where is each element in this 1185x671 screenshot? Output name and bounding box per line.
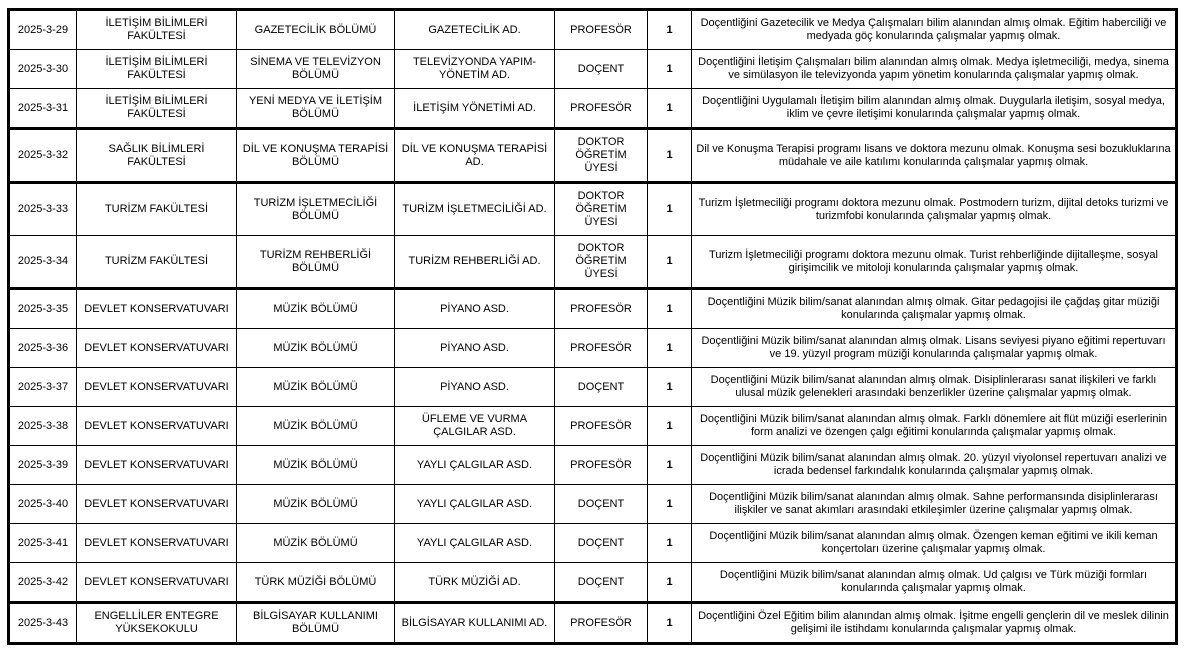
cell-code: 2025-3-43 — [9, 603, 77, 644]
cell-code: 2025-3-41 — [9, 524, 77, 563]
faculty-positions-table — [7, 8, 1178, 645]
table-row — [9, 368, 1177, 407]
table-row — [9, 10, 1177, 50]
table-row — [9, 446, 1177, 485]
table-row — [9, 183, 1177, 236]
cell-program: YAYLI ÇALGILAR ASD. — [395, 446, 555, 485]
cell-program: YAYLI ÇALGILAR ASD. — [395, 485, 555, 524]
cell-faculty: DEVLET KONSERVATUVARI — [77, 368, 237, 407]
cell-count: 1 — [648, 10, 692, 50]
cell-faculty: SAĞLIK BİLİMLERİ FAKÜLTESİ — [77, 129, 237, 183]
table-row — [9, 407, 1177, 446]
cell-faculty: DEVLET KONSERVATUVARI — [77, 329, 237, 368]
table-row — [9, 603, 1177, 644]
cell-department: YENİ MEDYA VE İLETİŞİM BÖLÜMÜ — [237, 89, 395, 129]
cell-code: 2025-3-29 — [9, 10, 77, 50]
cell-department: MÜZİK BÖLÜMÜ — [237, 407, 395, 446]
table-row — [9, 236, 1177, 289]
table-row — [9, 524, 1177, 563]
cell-title: PROFESÖR — [555, 446, 648, 485]
cell-description: Doçentliğini İletişim Çalışmaları bilim alanından almış olmak. Medya işletmeciliği, medya, sinema ve simülasyon ile televizyonda yapım yönetim konularında çalışmalar yapmış olmak. — [692, 50, 1177, 89]
cell-description: Doçentliğini Müzik bilim/sanat alanından almış olmak. Sahne performansında disiplinlerarası ilişkiler ve sanat akımları arasındaki etkileşimler üzerine çalışmalar yapmış olmak. — [692, 485, 1177, 524]
cell-title: DOÇENT — [555, 563, 648, 603]
cell-department: DİL VE KONUŞMA TERAPİSİ BÖLÜMÜ — [237, 129, 395, 183]
cell-description: Doçentliğini Müzik bilim/sanat alanından almış olmak. Lisans seviyesi piyano eğitimi repertuvarı ve 19. yüzyıl program müziği konularında çalışmalar yapmış olmak. — [692, 329, 1177, 368]
cell-faculty: DEVLET KONSERVATUVARI — [77, 289, 237, 329]
cell-program: PİYANO ASD. — [395, 368, 555, 407]
cell-description: Doçentliğini Müzik bilim/sanat alanından almış olmak. Disiplinlerarası sanat ilişkileri ve farklı ulusal müzik gelenekleri arasındaki benzerlikler üzerine çalışmalar yapmış olmak. — [692, 368, 1177, 407]
cell-count: 1 — [648, 407, 692, 446]
cell-faculty: DEVLET KONSERVATUVARI — [77, 485, 237, 524]
cell-department: GAZETECİLİK BÖLÜMÜ — [237, 10, 395, 50]
cell-title: DOKTOR ÖĞRETİM ÜYESİ — [555, 129, 648, 183]
cell-count: 1 — [648, 89, 692, 129]
cell-title: DOÇENT — [555, 524, 648, 563]
cell-program: YAYLI ÇALGILAR ASD. — [395, 524, 555, 563]
cell-count: 1 — [648, 563, 692, 603]
cell-program: PİYANO ASD. — [395, 329, 555, 368]
cell-title: DOÇENT — [555, 50, 648, 89]
cell-description: Dil ve Konuşma Terapisi programı lisans ve doktora mezunu olmak. Konuşma sesi bozukluklarına müdahale ve aile katılımı konularında çalışmalar yapmış olmak. — [692, 129, 1177, 183]
table-body — [9, 10, 1177, 644]
cell-department: TURİZM REHBERLİĞİ BÖLÜMÜ — [237, 236, 395, 289]
table-row — [9, 50, 1177, 89]
cell-code: 2025-3-34 — [9, 236, 77, 289]
cell-department: MÜZİK BÖLÜMÜ — [237, 289, 395, 329]
table-row — [9, 485, 1177, 524]
cell-code: 2025-3-38 — [9, 407, 77, 446]
cell-department: MÜZİK BÖLÜMÜ — [237, 446, 395, 485]
cell-description: Doçentliğini Uygulamalı İletişim bilim alanından almış olmak. Duygularla iletişim, sosyal medya, iklim ve çevre iletişimi konularında çalışmalar yapmış olmak. — [692, 89, 1177, 129]
cell-faculty: DEVLET KONSERVATUVARI — [77, 407, 237, 446]
cell-count: 1 — [648, 603, 692, 644]
cell-program: TÜRK MÜZİĞİ AD. — [395, 563, 555, 603]
cell-program: BİLGİSAYAR KULLANIMI AD. — [395, 603, 555, 644]
cell-description: Turizm İşletmeciliği programı doktora mezunu olmak. Postmodern turizm, dijital detoks turizmi ve turizmfobi konularında çalışmalar yapmış olmak. — [692, 183, 1177, 236]
cell-department: MÜZİK BÖLÜMÜ — [237, 485, 395, 524]
table-row — [9, 129, 1177, 183]
cell-title: PROFESÖR — [555, 289, 648, 329]
cell-faculty: ENGELLİLER ENTEGRE YÜKSEKOKULU — [77, 603, 237, 644]
table-row — [9, 563, 1177, 603]
cell-count: 1 — [648, 524, 692, 563]
cell-program: TURİZM İŞLETMECİLİĞİ AD. — [395, 183, 555, 236]
cell-program: TURİZM REHBERLİĞİ AD. — [395, 236, 555, 289]
cell-code: 2025-3-36 — [9, 329, 77, 368]
cell-code: 2025-3-39 — [9, 446, 77, 485]
cell-faculty: İLETİŞİM BİLİMLERİ FAKÜLTESİ — [77, 10, 237, 50]
cell-faculty: TURİZM FAKÜLTESİ — [77, 183, 237, 236]
cell-code: 2025-3-30 — [9, 50, 77, 89]
cell-title: DOKTOR ÖĞRETİM ÜYESİ — [555, 183, 648, 236]
cell-code: 2025-3-40 — [9, 485, 77, 524]
cell-department: MÜZİK BÖLÜMÜ — [237, 524, 395, 563]
cell-title: PROFESÖR — [555, 10, 648, 50]
cell-code: 2025-3-31 — [9, 89, 77, 129]
cell-program: GAZETECİLİK AD. — [395, 10, 555, 50]
cell-description: Doçentliğini Gazetecilik ve Medya Çalışmaları bilim alanından almış olmak. Eğitim haberciliği ve medyada göç konularında çalışmalar yapmış olmak. — [692, 10, 1177, 50]
cell-program: ÜFLEME VE VURMA ÇALGILAR ASD. — [395, 407, 555, 446]
cell-department: MÜZİK BÖLÜMÜ — [237, 329, 395, 368]
cell-faculty: İLETİŞİM BİLİMLERİ FAKÜLTESİ — [77, 89, 237, 129]
cell-department: TURİZM İŞLETMECİLİĞİ BÖLÜMÜ — [237, 183, 395, 236]
cell-description: Turizm İşletmeciliği programı doktora mezunu olmak. Turist rehberliğinde dijitalleşme, sosyal girişimcilik ve mitoloji konularında çalışmalar yapmış olmak. — [692, 236, 1177, 289]
table-row — [9, 89, 1177, 129]
cell-program: PİYANO ASD. — [395, 289, 555, 329]
cell-count: 1 — [648, 289, 692, 329]
cell-faculty: DEVLET KONSERVATUVARI — [77, 563, 237, 603]
cell-title: PROFESÖR — [555, 407, 648, 446]
cell-code: 2025-3-35 — [9, 289, 77, 329]
cell-count: 1 — [648, 236, 692, 289]
cell-faculty: DEVLET KONSERVATUVARI — [77, 524, 237, 563]
cell-title: PROFESÖR — [555, 603, 648, 644]
cell-department: BİLGİSAYAR KULLANIMI BÖLÜMÜ — [237, 603, 395, 644]
cell-count: 1 — [648, 50, 692, 89]
cell-code: 2025-3-32 — [9, 129, 77, 183]
table-row — [9, 329, 1177, 368]
cell-faculty: DEVLET KONSERVATUVARI — [77, 446, 237, 485]
cell-description: Doçentliğini Müzik bilim/sanat alanından almış olmak. Özengen keman eğitimi ve ikili keman konçertoları üzerine çalışmalar yapmış olmak. — [692, 524, 1177, 563]
cell-program: İLETİŞİM YÖNETİMİ AD. — [395, 89, 555, 129]
cell-count: 1 — [648, 329, 692, 368]
table-row — [9, 289, 1177, 329]
cell-code: 2025-3-42 — [9, 563, 77, 603]
cell-program: TELEVİZYONDA YAPIM-YÖNETİM AD. — [395, 50, 555, 89]
cell-title: PROFESÖR — [555, 329, 648, 368]
cell-count: 1 — [648, 485, 692, 524]
cell-title: DOKTOR ÖĞRETİM ÜYESİ — [555, 236, 648, 289]
cell-title: DOÇENT — [555, 368, 648, 407]
cell-department: MÜZİK BÖLÜMÜ — [237, 368, 395, 407]
cell-department: TÜRK MÜZİĞİ BÖLÜMÜ — [237, 563, 395, 603]
cell-count: 1 — [648, 183, 692, 236]
cell-description: Doçentliğini Müzik bilim/sanat alanından almış olmak. Ud çalgısı ve Türk müziği formları konularında çalışmalar yapmış olmak. — [692, 563, 1177, 603]
cell-faculty: İLETİŞİM BİLİMLERİ FAKÜLTESİ — [77, 50, 237, 89]
cell-title: DOÇENT — [555, 485, 648, 524]
cell-description: Doçentliğini Müzik bilim/sanat alanından almış olmak. Farklı dönemlere ait flüt müziği eserlerinin form analizi ve özengen çalgı eğitimi konularında çalışmalar yapmış olmak. — [692, 407, 1177, 446]
cell-code: 2025-3-33 — [9, 183, 77, 236]
cell-count: 1 — [648, 129, 692, 183]
cell-title: PROFESÖR — [555, 89, 648, 129]
cell-faculty: TURİZM FAKÜLTESİ — [77, 236, 237, 289]
cell-program: DİL VE KONUŞMA TERAPİSİ AD. — [395, 129, 555, 183]
cell-code: 2025-3-37 — [9, 368, 77, 407]
cell-description: Doçentliğini Müzik bilim/sanat alanından almış olmak. Gitar pedagojisi ile çağdaş gitar müziği konularında çalışmalar yapmış olmak. — [692, 289, 1177, 329]
cell-count: 1 — [648, 368, 692, 407]
cell-count: 1 — [648, 446, 692, 485]
cell-description: Doçentliğini Özel Eğitim bilim alanından almış olmak. İşitme engelli gençlerin dil ve meslek dilinin gelişimi ile istihdamı konularında çalışmalar yapmış olmak. — [692, 603, 1177, 644]
cell-description: Doçentliğini Müzik bilim/sanat alanından almış olmak. 20. yüzyıl viyolonsel repertuvarı analizi ve icrada bedensel farkındalık konularında çalışmalar yapmış olmak. — [692, 446, 1177, 485]
cell-department: SİNEMA VE TELEVİZYON BÖLÜMÜ — [237, 50, 395, 89]
